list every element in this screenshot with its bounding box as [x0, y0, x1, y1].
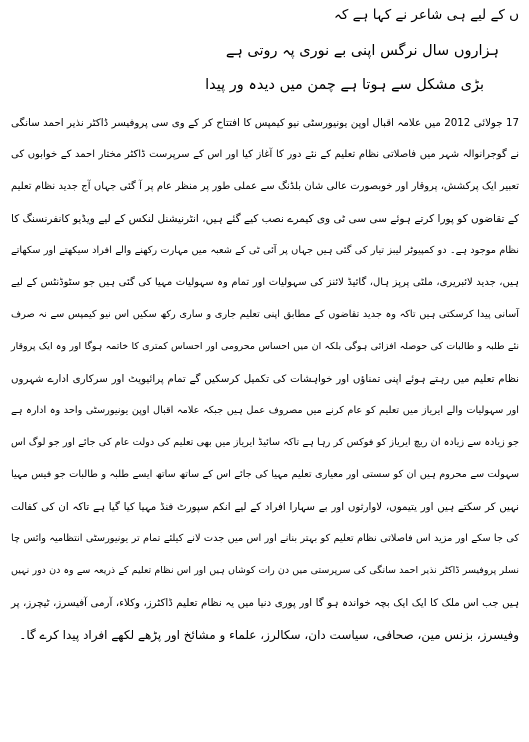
paragraph-line: نہیں کر سکتے ہیں اور یتیموں، لاوارثوں اور بے سہارا افراد کے لیے انکم سپورٹ فنڈ مہیا کیا گیا ہے تاکہ ان کی کفالت: [11, 501, 519, 513]
paragraph-line: تعبیر ایک پرکشش، پروقار اور خوبصورت عالی شان بلڈنگ سے عملی طور پر منظر عام پر آ گئی جہاں آج جدید نظام تعلیم: [11, 181, 519, 192]
verse-line-2: بڑی مشکل سے ہوتا ہے چمن میں دیدہ ور پیدا: [205, 77, 484, 93]
paragraph-line: 17 جولائی 2012 میں علامہ اقبال اوپن یونیورسٹی نیو کیمپس کا افتتاح کر کے وی سی پروفیسر ڈاکٹر نذیر احمد سانگی: [11, 117, 519, 129]
paragraph-line: سہولت سے محروم ہیں ان کو سستی اور معیاری تعلیم مہیا کی جائے اس کے ساتھ ساتھ ایسے طلبہ و طالبات جو فیس مہیا: [11, 469, 519, 480]
paragraph-line: جو زیادہ سے زیادہ ان ریچ ایریاز کو فوکس کر رہا ہے تاکہ سائیڈ ایریاز میں بھی تعلیم کی دولت عام کی جائے اور جو لوگ اس: [11, 437, 519, 448]
paragraph-line: آسانی پیدا کرسکتی ہیں تاکہ وہ جدید تقاضوں کے مطابق اپنی تعلیم جاری و ساری رکھ سکیں اس نیو کیمپس سے نہ صرف: [11, 309, 519, 320]
verse-line-1: ہزاروں سال نرگس اپنی بے نوری پہ روتی ہے: [225, 43, 499, 59]
paragraph-line: نظام موجود ہے۔ دو کمپیوٹر لیبز تیار کی گئی ہیں جہاں پر آئی ٹی کے شعبہ میں مہارت رکھنے والے افراد سیکھتے اور سکھاتے: [11, 245, 519, 256]
paragraph-line: کی جا سکے اور مزید اس فاصلاتی نظام تعلیم کو بہتر بنانے اور اس میں جدت لانے کیلئے تمام تر یونیورسٹی انتظامیہ وائس چا: [11, 533, 519, 544]
intro-line: ں کے لیے ہی شاعر نے کہا ہے کہ: [333, 7, 519, 23]
paragraph-line: نظام تعلیم میں رہتے ہوئے اپنی تمناؤں اور خواہشات کی تکمیل کرسکیں گے تمام پرائیویٹ اور سرکاری ادارے شہروں: [11, 373, 519, 385]
paragraph-line: وفیسرز، بزنس مین، صحافی، سیاست دان، سکالرز، علماء و مشائخ اور پڑھے لکھے افراد پیدا کرے گا۔: [19, 628, 519, 642]
paragraph-line: اور سہولیات والے ایریاز میں تعلیم کو عام کرنے میں مصروف عمل ہیں جبکہ علامہ اقبال اوپن یونیورسٹی واحد وہ ادارہ ہے: [11, 405, 519, 416]
paragraph-line: نسلر پروفیسر ڈاکٹر نذیر احمد سانگی کی سرپرستی میں دن رات کوشاں ہیں اور اس نظام تعلیم کے ذریعہ سے وہ دن دور نہیں: [11, 565, 519, 576]
paragraph-line: ہیں جب اس ملک کا ایک ایک بچہ خواندہ ہو گا اور پوری دنیا میں یہ نظام تعلیم ڈاکٹرز، وکلاء، آرمی آفیسرز، ٹیچرز، پر: [11, 597, 519, 609]
paragraph-line: کے تقاضوں کو پورا کرتے ہوئے سی سی ٹی وی کیمرے نصب کیے گئے ہیں، انٹرنیشنل لنکس کے لیے ویڈیو کانفرنسنگ کا: [11, 213, 519, 225]
paragraph-line: ہیں، جدید لائبریری، ملٹی پرپز ہال، گائیڈ لائنز کی سہولیات اور تمام وہ سہولیات مہیا کی گئی ہیں جو سٹوڈنٹس کے لیے: [11, 277, 519, 288]
paragraph-line: نے گوجرانوالہ شہر میں فاصلاتی نظام تعلیم کے نئے دور کا آغاز کیا اور اس کے سرپرست ڈاکٹر مختار احمد کے خوابوں کی: [11, 149, 519, 160]
paragraph-line: نئے طلبہ و طالبات کی حوصلہ افزائی ہوگی بلکہ ان میں احساس محرومی اور احساس کمتری کا خاتمہ ہوگا اور وہ ایک پروقار: [11, 341, 519, 352]
